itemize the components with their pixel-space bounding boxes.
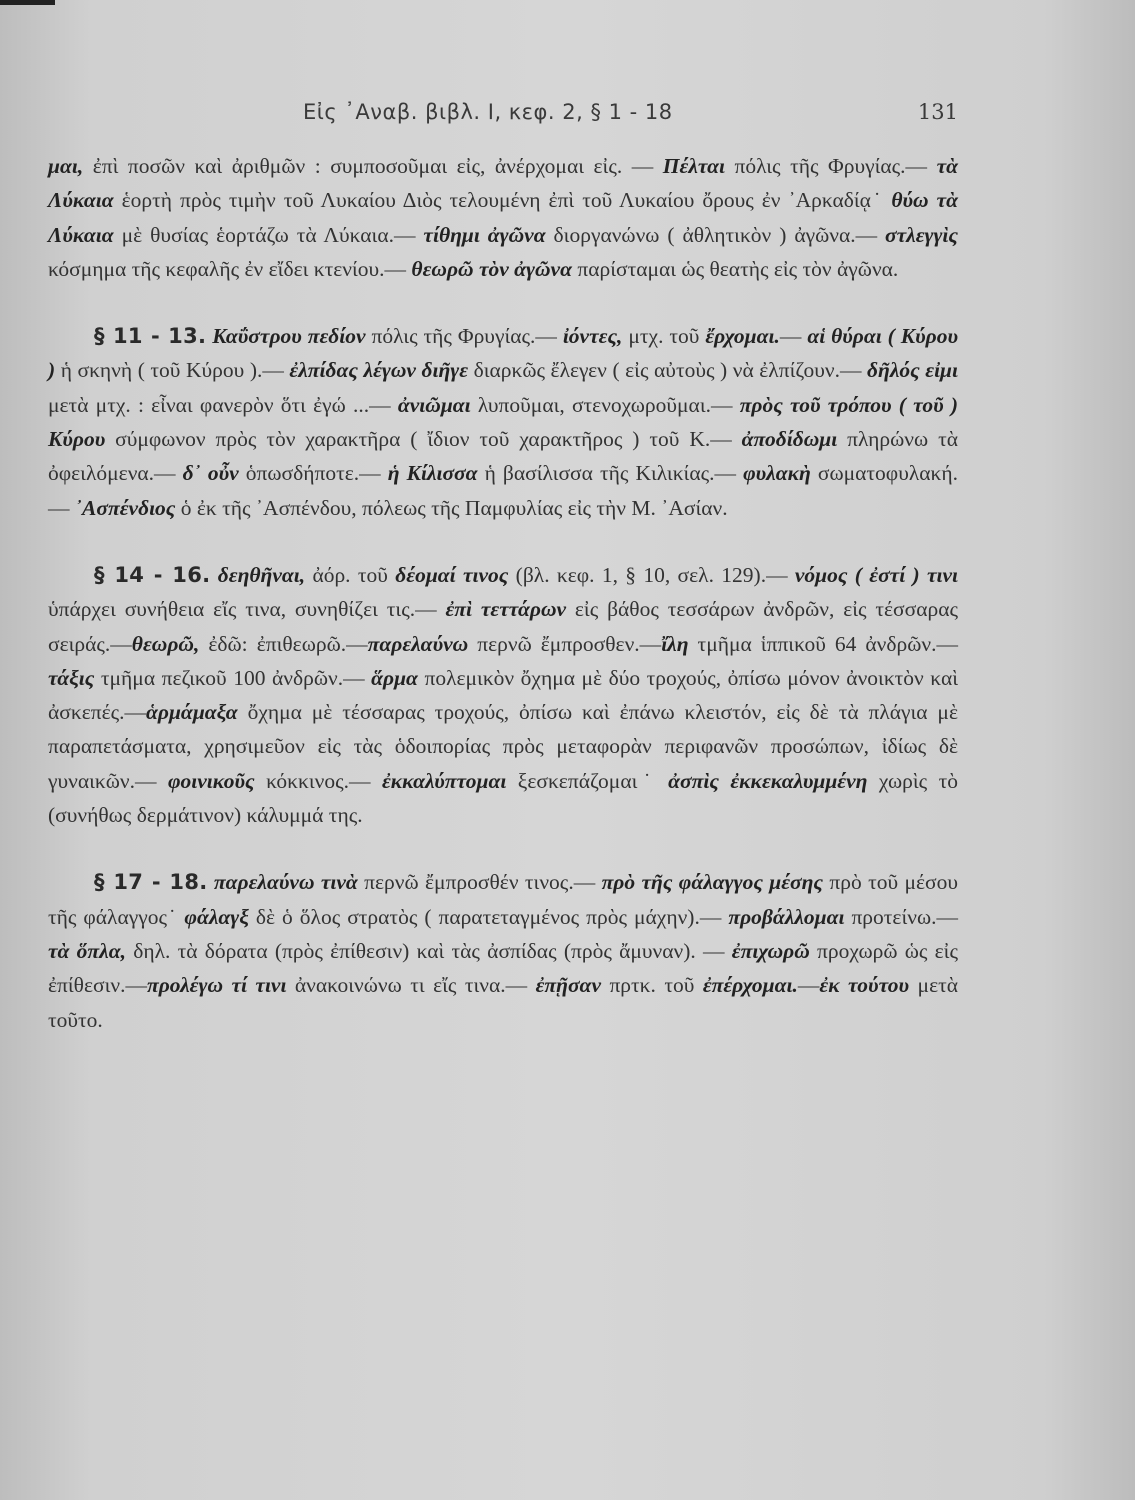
gloss: διοργανώνω ( ἀθλητικὸν ) ἀγῶνα.— <box>545 222 886 247</box>
lemma: τὰ ὅπλα, <box>48 938 126 963</box>
lemma: δ᾿ οὖν <box>182 461 239 486</box>
section-marker: § 17 - 18. <box>94 870 208 895</box>
gloss: χωρὶς τὸ (συνήθως δερμάτινον) κάλυμμά της. <box>48 768 958 828</box>
gloss: κόκκινος.— <box>254 768 382 793</box>
gloss: μετὰ τοῦτο. <box>48 973 958 1032</box>
lemma: ἀνιῶμαι <box>397 392 471 417</box>
gloss: μὲ θυσίας ἑορτάζω τὰ Λύκαια.— <box>113 222 424 247</box>
gloss: ὁπωσδήποτε.— <box>238 461 388 486</box>
paragraph-section-14-16 <box>48 558 958 832</box>
gloss: ξεσκεπάζομαι˙ <box>506 768 669 793</box>
gloss: ἀόρ. τοῦ <box>305 562 396 587</box>
gloss: περνῶ ἔμπροσθεν.— <box>468 631 662 656</box>
gloss: ἀνακοινώνω τι εἴς τινα.— <box>286 973 536 998</box>
gloss: δὲ ὁ ὅλος στρατὸς ( παρατεταγμένος πρὸς μάχην).— <box>248 904 729 929</box>
lemma: ἅρμα <box>371 665 418 690</box>
lemma: αἱ θύραι ( Κύρου ) <box>48 324 959 383</box>
gloss: προτείνω.— <box>844 904 958 929</box>
lemma: μαι, <box>48 154 84 178</box>
lemma: φυλακὴ <box>743 461 811 486</box>
lemma: ἐπέρχομαι. <box>702 973 798 998</box>
lemma: δεηθῆναι, <box>217 562 306 587</box>
lemma: ᾿Ασπένδιος <box>74 495 176 520</box>
lemma: ἐπῇσαν <box>535 973 601 998</box>
lemma: ἰόντες, <box>562 324 623 349</box>
page-header <box>48 100 958 134</box>
gloss: παρίσταμαι ὡς θεατὴς εἰς τὸν ἀγῶνα. <box>571 256 899 281</box>
gloss: λυποῦμαι, στενοχωροῦμαι.— <box>470 392 740 417</box>
lemma: πρὸς τοῦ τρόπου ( τοῦ ) Κύρου <box>48 392 958 452</box>
lemma: ἡ Κίλισσα <box>387 461 478 486</box>
lemma: δέομαί τινος <box>395 562 509 587</box>
gloss: πληρώνω τὰ ὀφειλόμενα.— <box>48 427 958 486</box>
lemma: στλεγγὶς <box>885 222 958 247</box>
lemma: ἴλη <box>661 631 689 656</box>
gloss: ἑορτὴ πρὸς τιμὴν τοῦ Λυκαίου Διὸς τελουμένη ἐπὶ τοῦ Λυκαίου ὄρους ἐν ᾿Αρκαδίᾳ˙ <box>113 188 892 213</box>
lemma: ἐλπίδας λέγων διῆγε <box>289 358 469 383</box>
gloss: (βλ. κεφ. 1, § 10, σελ. 129).— <box>508 562 795 587</box>
lemma: ἐκ τούτου <box>819 973 910 998</box>
lemma: φοινικοῦς <box>167 768 255 793</box>
section-marker: § 14 - 16. <box>94 562 211 587</box>
lemma: προβάλλομαι <box>728 904 845 929</box>
paragraph-section-11-13 <box>48 319 958 525</box>
lemma: ἀσπὶς ἐκκεκαλυμμένη <box>668 768 868 793</box>
lemma: ἐκκαλύπτομαι <box>381 768 507 793</box>
gloss: πρτκ. τοῦ <box>601 973 703 998</box>
lemma: προλέγω τί τινι <box>146 973 287 998</box>
gloss: τμῆμα ἱππικοῦ 64 ἀνδρῶν.— <box>688 631 959 656</box>
lemma: παρελαύνω τινὰ <box>213 870 358 895</box>
scan-edge-mark <box>0 0 55 5</box>
gloss: πολεμικὸν ὄχημα μὲ δύο τροχούς, ὀπίσω μόνον ἀνοικτὸν καὶ ἀσκεπές.— <box>48 665 958 725</box>
lemma: Πέλται <box>662 154 725 178</box>
lemma: τάξις <box>48 665 95 690</box>
lemma: πρὸ τῆς φάλαγγος μέσης <box>601 870 824 895</box>
commentary-body <box>48 149 958 1037</box>
lemma: ἁρμάμαξα <box>146 700 238 725</box>
running-head: Εἰς ᾿Αναβ. βιβλ. Ι, κεφ. 2, § 1 - 18 <box>303 100 673 124</box>
gloss: — <box>779 324 808 349</box>
lemma: θεωρῶ, <box>131 631 200 656</box>
lemma: θεωρῶ τὸν ἀγῶνα <box>411 256 572 281</box>
lemma: φάλαγξ <box>184 904 249 929</box>
page-number: 131 <box>917 100 958 124</box>
gloss: μετὰ μτχ. : εἶναι φανερὸν ὅτι ἐγώ ...— <box>48 392 398 417</box>
gloss: εἰς βάθος τεσσάρων ἀνδρῶν, εἰς τέσσαρας σειράς.— <box>48 597 958 656</box>
gloss: προχωρῶ ὡς εἰς ἐπίθεσιν.— <box>48 938 958 998</box>
gloss: ὁ ἐκ τῆς ᾿Ασπένδου, πόλεως τῆς Παμφυλίας εἰς τὴν Μ. ᾿Ασίαν. <box>175 495 728 520</box>
lemma: τὰ Λύκαια <box>48 154 958 213</box>
lemma: δῆλός εἰμι <box>867 358 958 383</box>
gloss: πρὸ τοῦ μέσου τῆς φάλαγγος˙ <box>48 870 959 929</box>
gloss: μτχ. τοῦ <box>622 324 706 349</box>
section-marker: § 11 - 13. <box>94 324 207 349</box>
gloss: ἐδῶ: ἐπιθεωρῶ.— <box>199 631 368 656</box>
gloss: πόλις τῆς Φρυγίας.— <box>365 324 563 349</box>
lemma: νόμος ( ἐστί ) τινι <box>794 562 959 587</box>
lemma: τίθημι ἀγῶνα <box>423 222 546 247</box>
gloss: ἡ βασίλισσα τῆς Κιλικίας.— <box>477 461 744 486</box>
gloss: ὑπάρχει συνήθεια εἴς τινα, συνηθίζει τις.— <box>48 597 446 622</box>
lemma: ἐπιχωρῶ <box>731 938 810 963</box>
paragraph-continuation <box>48 149 958 286</box>
gloss: κόσμημα τῆς κεφαλῆς ἐν εἴδει κτενίου.— <box>48 256 412 281</box>
gloss: σωματοφυλακή.— <box>48 461 958 520</box>
gloss: τμῆμα πεζικοῦ 100 ἀνδρῶν.— <box>94 665 372 690</box>
lemma: ἀποδίδωμι <box>741 427 838 452</box>
lemma: ἐπὶ τεττάρων <box>445 597 567 622</box>
gloss: περνῶ ἔμπροσθέν τινος.— <box>357 870 602 895</box>
lemma: Καΰστρου πεδίον <box>212 324 366 349</box>
gloss: ἡ σκηνὴ ( τοῦ Κύρου ).— <box>55 358 290 383</box>
paragraph-section-17-18 <box>48 865 958 1036</box>
gloss: διαρκῶς ἔλεγεν ( εἰς αὐτοὺς ) νὰ ἐλπίζουν.— <box>468 358 868 383</box>
gloss: ὄχημα μὲ τέσσαρας τροχούς, ὀπίσω καὶ ἐπάνω κλειστόν, εἰς δὲ τὰ πλάγια μὲ παραπετάσματα, χρησιμεῦον εἰς τὰς ὁδοιπορίας πρὸς μεταφορὰν περιφανῶν προσώπων, ἰδίως δὲ γυναικῶν.— <box>48 700 958 793</box>
gloss: πόλις τῆς Φρυγίας.— <box>724 154 937 178</box>
lemma: παρελαύνω <box>367 631 469 656</box>
lemma: θύω τὰ Λύκαια <box>48 188 958 247</box>
gloss: ἐπὶ ποσῶν καὶ ἀριθμῶν : συμποσοῦμαι εἰς, ἀνέρχομαι εἰς. — <box>83 154 663 178</box>
lemma: ἔρχομαι. <box>705 324 780 349</box>
gloss: σύμφωνον πρὸς τὸν χαρακτῆρα ( ἴδιον τοῦ χαρακτῆρος ) τοῦ Κ.— <box>105 427 742 452</box>
gloss: δηλ. τὰ δόρατα (πρὸς ἐπίθεσιν) καὶ τὰς ἀσπίδας (πρὸς ἄμυναν). — <box>125 938 732 963</box>
gloss: — <box>797 973 820 998</box>
